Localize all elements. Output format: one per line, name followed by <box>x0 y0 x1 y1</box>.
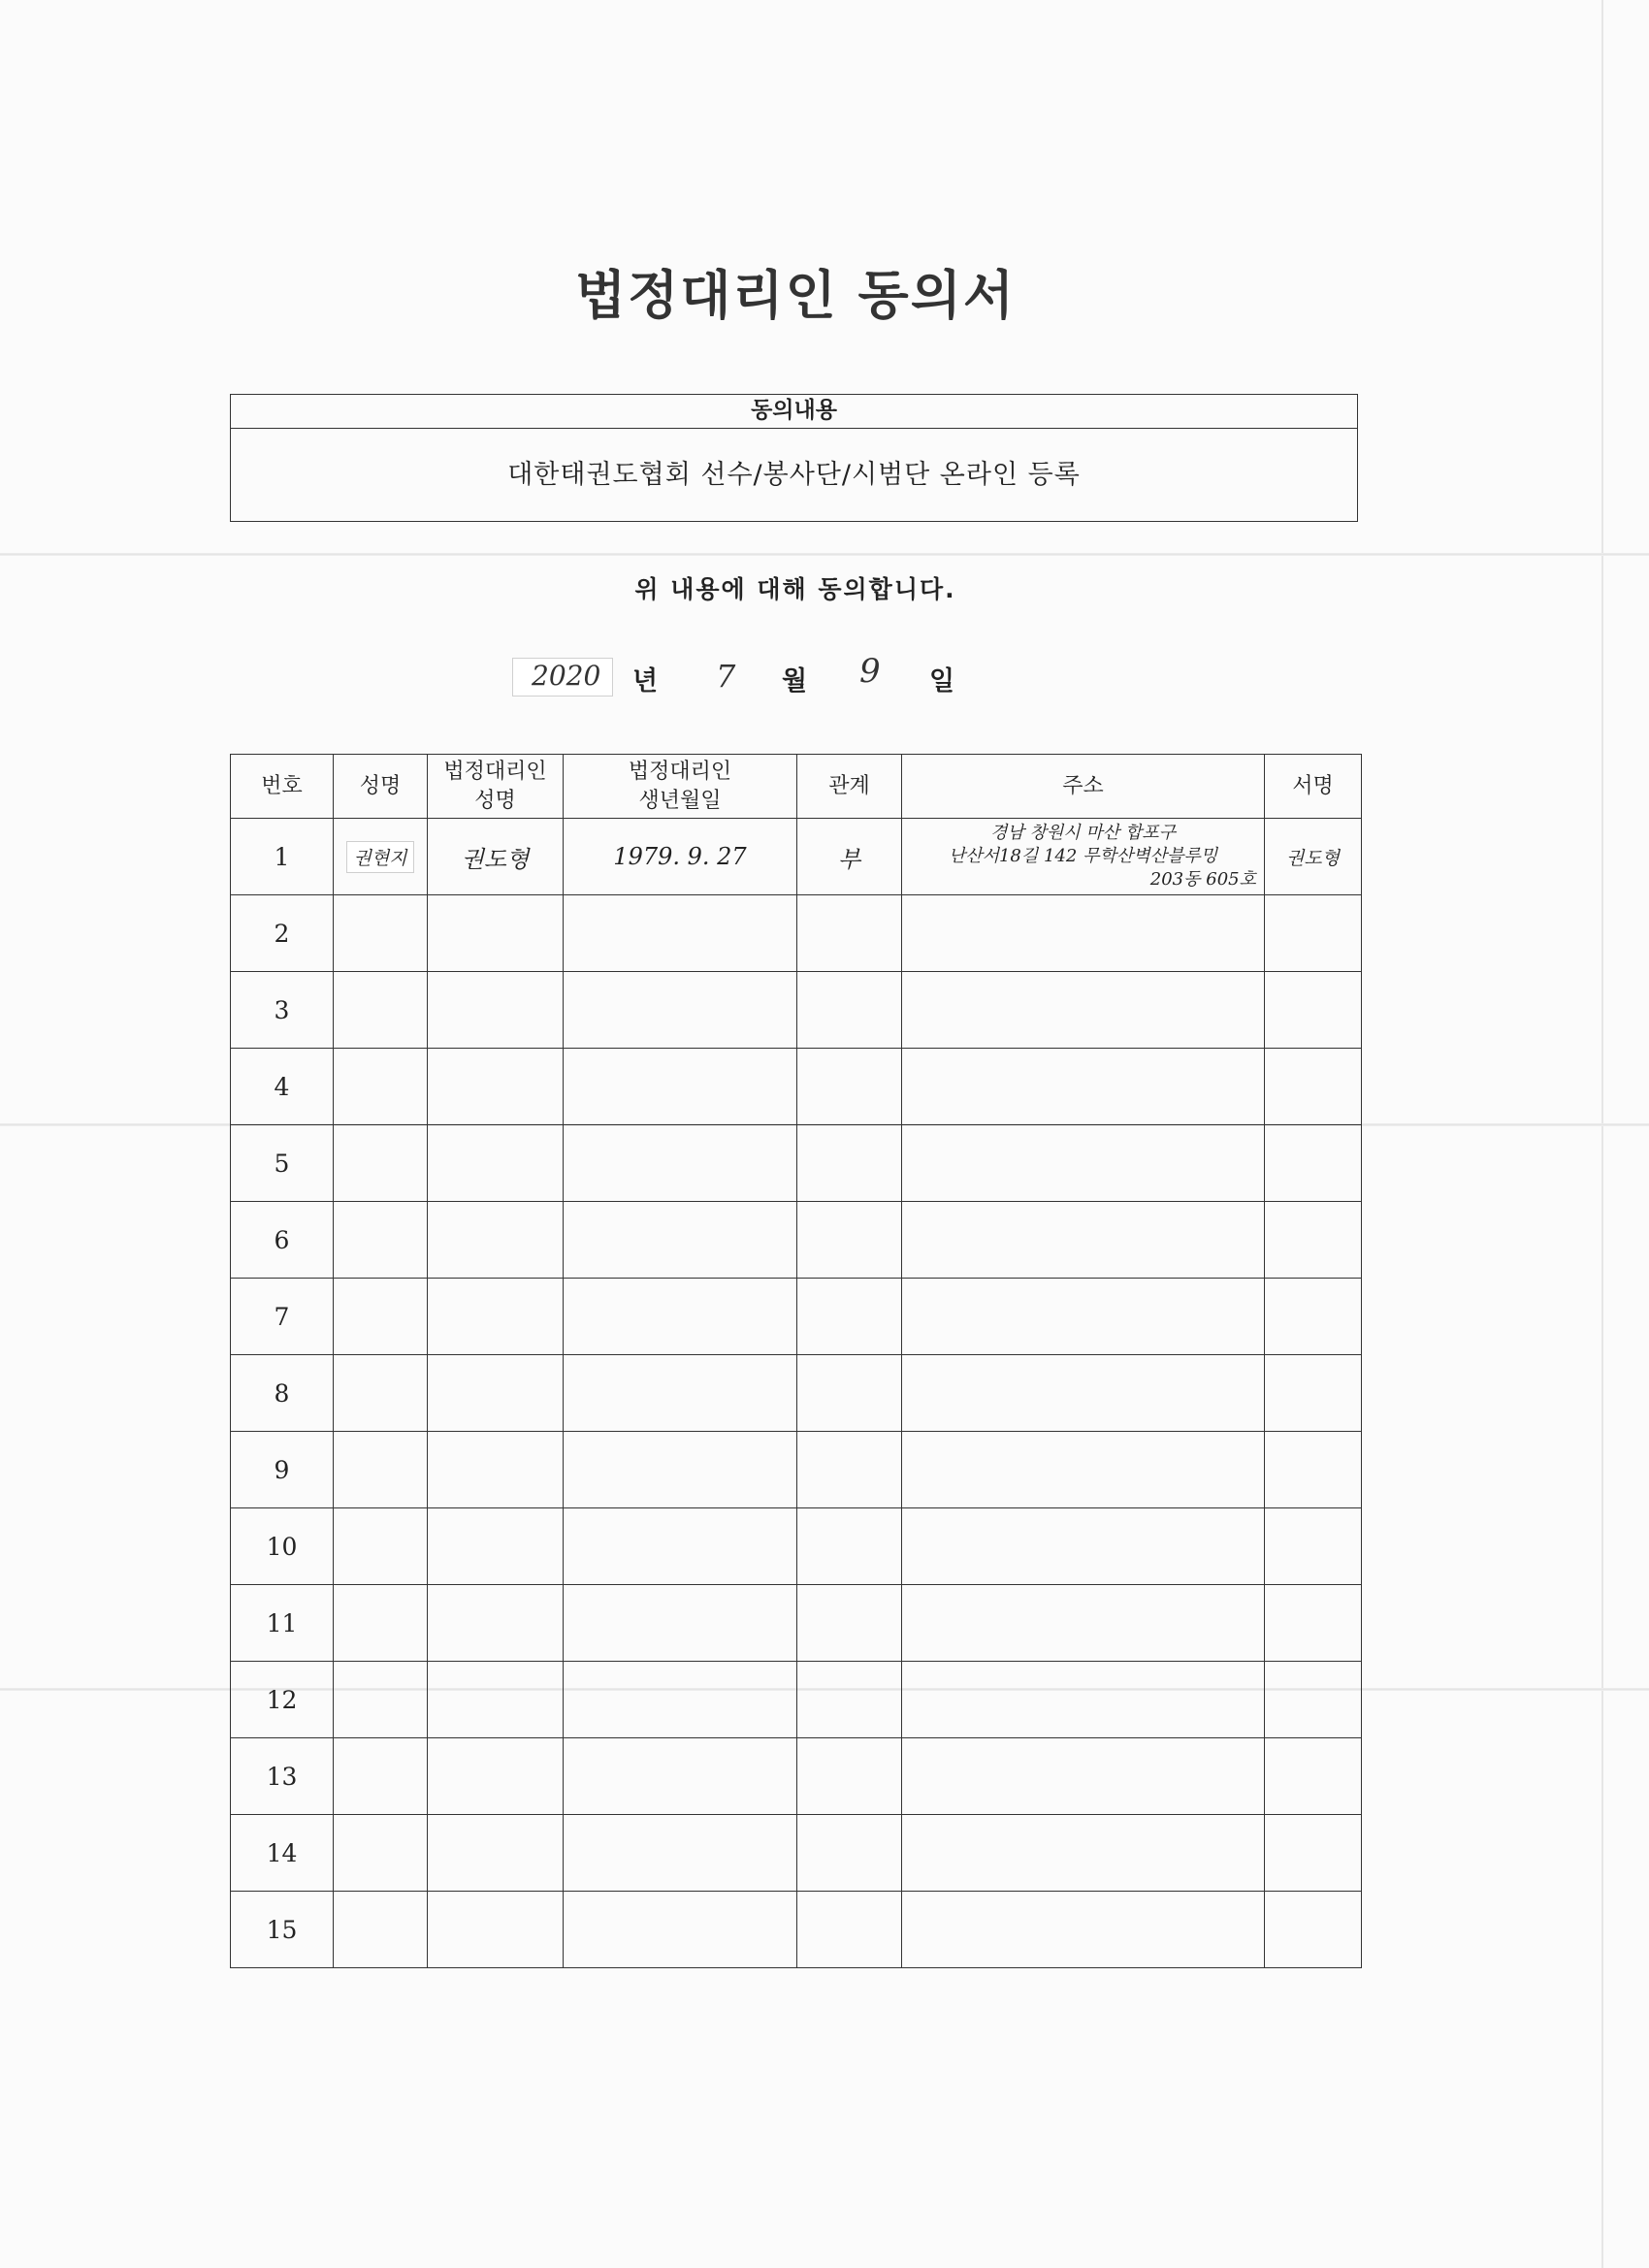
relation <box>797 1125 902 1202</box>
participant-name <box>334 1049 428 1125</box>
guardian-name <box>428 1815 564 1892</box>
row-number: 10 <box>231 1508 334 1585</box>
guardian-birthdate <box>564 1662 797 1738</box>
participant-name <box>334 1662 428 1738</box>
signature <box>1265 1202 1362 1279</box>
signature <box>1265 1585 1362 1662</box>
relation <box>797 1202 902 1279</box>
guardian-birthdate <box>564 972 797 1049</box>
date-day: 9 <box>859 652 881 691</box>
table-row <box>231 1049 1362 1125</box>
address <box>902 1432 1265 1508</box>
signature <box>1265 1049 1362 1125</box>
signature <box>1265 1432 1362 1508</box>
address <box>902 1202 1265 1279</box>
row-number: 11 <box>231 1585 334 1662</box>
signature <box>1265 1508 1362 1585</box>
participant-name <box>334 1432 428 1508</box>
year-unit: 년 <box>632 666 659 697</box>
guardian-birthdate <box>564 1125 797 1202</box>
header-cell: 관계 <box>797 755 902 819</box>
table-row <box>231 972 1362 1049</box>
row-number: 2 <box>231 895 334 972</box>
guardian-birthdate <box>564 1202 797 1279</box>
signature <box>1265 895 1362 972</box>
row-number: 9 <box>231 1432 334 1508</box>
address <box>902 1662 1265 1738</box>
header-cell: 법정대리인 생년월일 <box>564 755 797 819</box>
address <box>902 1738 1265 1815</box>
relation <box>797 1432 902 1508</box>
participant-name <box>334 1585 428 1662</box>
guardian-name <box>428 1355 564 1432</box>
guardian-birthdate <box>564 895 797 972</box>
signature: 권도형 <box>1265 819 1362 895</box>
registration-table <box>230 754 1362 1968</box>
participant-name <box>334 1738 428 1815</box>
table-row <box>231 1585 1362 1662</box>
guardian-birthdate <box>564 1585 797 1662</box>
participant-name <box>334 1279 428 1355</box>
row-number: 14 <box>231 1815 334 1892</box>
address <box>902 1892 1265 1968</box>
signature <box>1265 1815 1362 1892</box>
participant-name <box>334 1892 428 1968</box>
guardian-name <box>428 1279 564 1355</box>
relation <box>797 1815 902 1892</box>
month-unit: 월 <box>782 666 808 697</box>
table-row <box>231 1738 1362 1815</box>
relation <box>797 1738 902 1815</box>
address <box>902 1049 1265 1125</box>
address <box>902 1279 1265 1355</box>
guardian-name <box>428 1738 564 1815</box>
consent-text: 대한태권도협회 선수/봉사단/시범단 온라인 등록 <box>507 460 1081 490</box>
row-number: 3 <box>231 972 334 1049</box>
participant-name <box>334 1508 428 1585</box>
date-year: 2020 <box>532 660 601 692</box>
relation <box>797 1892 902 1968</box>
guardian-birthdate: 1979. 9. 27 <box>564 819 797 895</box>
guardian-name <box>428 1585 564 1662</box>
participant-name <box>334 819 428 895</box>
relation <box>797 1049 902 1125</box>
signature <box>1265 1892 1362 1968</box>
guardian-name <box>428 1432 564 1508</box>
address <box>902 972 1265 1049</box>
guardian-birthdate <box>564 1508 797 1585</box>
table-row <box>231 1355 1362 1432</box>
address <box>902 1585 1265 1662</box>
row-number: 12 <box>231 1662 334 1738</box>
guardian-birthdate <box>564 1355 797 1432</box>
guardian-name <box>428 1662 564 1738</box>
guardian-birthdate <box>564 1279 797 1355</box>
table-row <box>231 1508 1362 1585</box>
relation <box>797 1355 902 1432</box>
participant-name <box>334 1815 428 1892</box>
row-number: 15 <box>231 1892 334 1968</box>
guardian-birthdate <box>564 1815 797 1892</box>
signature <box>1265 1279 1362 1355</box>
consent-box <box>230 394 1358 522</box>
table-row <box>231 895 1362 972</box>
header-cell: 번호 <box>231 755 334 819</box>
table-row <box>231 1892 1362 1968</box>
guardian-birthdate <box>564 1892 797 1968</box>
date-row <box>0 650 1649 698</box>
relation <box>797 1585 902 1662</box>
row-number: 7 <box>231 1279 334 1355</box>
table-row <box>231 1432 1362 1508</box>
relation <box>797 972 902 1049</box>
signature <box>1265 972 1362 1049</box>
guardian-name: 권도형 <box>428 819 564 895</box>
document-title: 법정대리인 동의서 <box>574 265 1017 326</box>
signature <box>1265 1355 1362 1432</box>
address <box>902 1508 1265 1585</box>
fold-line <box>0 553 1649 556</box>
relation <box>797 1279 902 1355</box>
table-row <box>231 819 1362 895</box>
address <box>902 1125 1265 1202</box>
row-number: 1 <box>231 819 334 895</box>
guardian-birthdate <box>564 1049 797 1125</box>
guardian-name <box>428 1892 564 1968</box>
signature <box>1265 1125 1362 1202</box>
relation <box>797 895 902 972</box>
guardian-birthdate <box>564 1738 797 1815</box>
signature <box>1265 1738 1362 1815</box>
header-cell: 주소 <box>902 755 1265 819</box>
guardian-name <box>428 895 564 972</box>
header-cell: 법정대리인 성명 <box>428 755 564 819</box>
participant-name <box>334 1125 428 1202</box>
address <box>902 1815 1265 1892</box>
table-header-row <box>231 755 1362 819</box>
guardian-name <box>428 972 564 1049</box>
relation: 부 <box>797 819 902 895</box>
address-line: 203동 605호 <box>1149 869 1256 890</box>
participant-name <box>334 972 428 1049</box>
address-line: 난산서18길 142 무학산벽산블루밍 <box>948 846 1218 866</box>
address-line: 경남 창원시 마산 합포구 <box>989 823 1177 843</box>
row-number: 13 <box>231 1738 334 1815</box>
participant-name <box>334 895 428 972</box>
guardian-name <box>428 1049 564 1125</box>
day-unit: 일 <box>929 666 955 697</box>
consent-header: 동의내용 <box>231 395 1357 429</box>
table-row <box>231 1125 1362 1202</box>
address <box>902 895 1265 972</box>
table-row <box>231 1279 1362 1355</box>
signature <box>1265 1662 1362 1738</box>
table-row <box>231 1815 1362 1892</box>
participant-name-text: 권현지 <box>346 841 413 873</box>
scan-edge <box>1601 0 1603 2268</box>
header-cell: 성명 <box>334 755 428 819</box>
table-row <box>231 1662 1362 1738</box>
participant-name <box>334 1355 428 1432</box>
row-number: 4 <box>231 1049 334 1125</box>
guardian-birthdate <box>564 1432 797 1508</box>
guardian-name <box>428 1508 564 1585</box>
participant-name <box>334 1202 428 1279</box>
table-row <box>231 1202 1362 1279</box>
address <box>902 819 1265 895</box>
guardian-name <box>428 1202 564 1279</box>
guardian-name <box>428 1125 564 1202</box>
address <box>902 1355 1265 1432</box>
row-number: 6 <box>231 1202 334 1279</box>
header-cell: 서명 <box>1265 755 1362 819</box>
relation <box>797 1662 902 1738</box>
agreement-statement: 위 내용에 대해 동의합니다. <box>634 575 956 603</box>
date-month: 7 <box>716 658 736 695</box>
row-number: 5 <box>231 1125 334 1202</box>
row-number: 8 <box>231 1355 334 1432</box>
relation <box>797 1508 902 1585</box>
